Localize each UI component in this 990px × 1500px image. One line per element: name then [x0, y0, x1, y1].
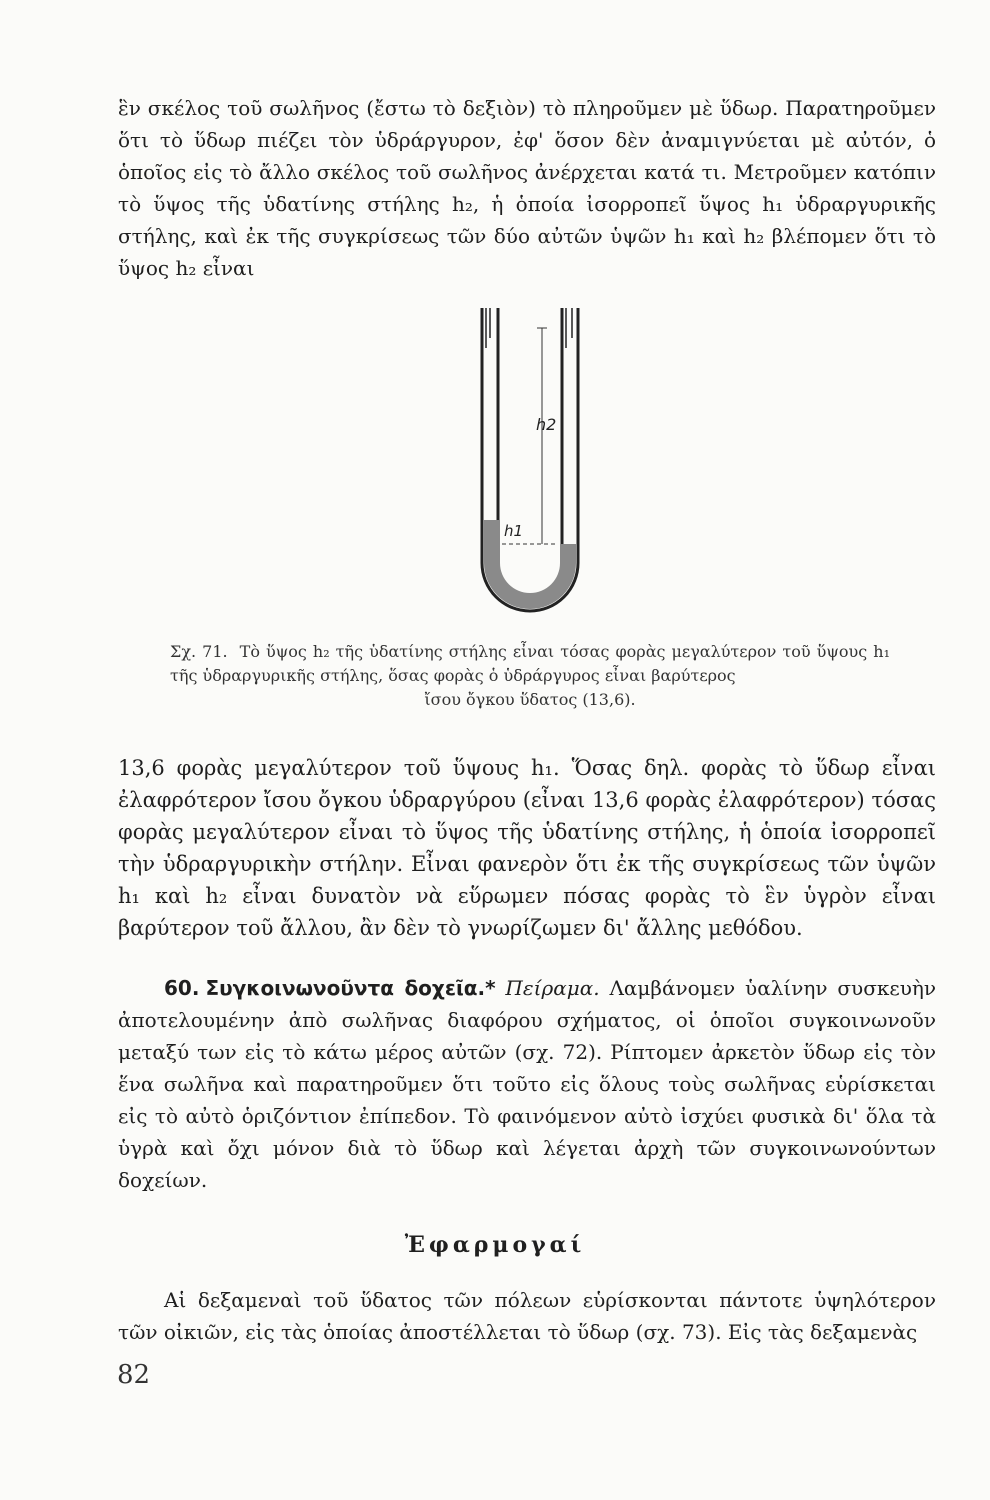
section-60 [118, 972, 936, 1196]
paragraph-last-text: Αἱ δεξαμεναὶ τοῦ ὕδατος τῶν πόλεων εὑρίσκονται πάντοτε ὑψηλότερον τῶν οἰκιῶν, εἰς τὰς ὁποίας ἀποστέλλεται τὸ ὕδωρ (σχ. 73). Εἰς τὰς δεξαμενὰς [118, 1288, 936, 1344]
u-tube-inner-wall [498, 308, 562, 595]
paragraph-last [118, 1284, 936, 1348]
page-number: 82 [117, 1360, 151, 1390]
u-tube-figure [460, 308, 600, 633]
caption-label: Σχ. 71. [170, 642, 228, 661]
h2-label: h2 [536, 415, 557, 434]
caption-text: Τὸ ὕψος h₂ τῆς ὑδατίνης στήλης εἶναι τόσας φορὰς μεγαλύτερον τοῦ ὕψους h₁ τῆς ὑδραργυρικῆς στήλης, ὅσας φορὰς ὁ ὑδράργυρος εἶναι βαρύτερος [170, 642, 890, 685]
applications-heading: Ἐφαρμογαί [404, 1232, 586, 1258]
paragraph-top-text: ἓν σκέλος τοῦ σωλῆνος (ἔστω τὸ δεξιὸν) τὸ πληροῦμεν μὲ ὕδωρ. Παρατηροῦμεν ὅτι τὸ ὕδωρ πιέζει τὸν ὑδράργυρον, ἐφ' ὅσον δὲν ἀναμιγνύεται μὲ αὐτόν, ὁ ὁποῖος εἰς τὸ ἄλλο σκέλος τοῦ σωλῆνος ἀνέρχεται κατά τι. Μετροῦμεν κατόπιν τὸ ὕψος τῆς ὑδατίνης στήλης h₂, ἡ ὁποία ἰσορροπεῖ ὕψος h₁ ὑδραργυρικῆς στήλης, καὶ ἐκ τῆς συγκρίσεως τῶν δύο αὐτῶν ὑψῶν h₁ καὶ h₂ βλέπομεν ὅτι τὸ ὕψος h₂ εἶναι [118, 96, 936, 280]
section-text: Λαμβάνομεν ὑαλίνην συσκευὴν ἀποτελουμένην ἀπὸ σωλῆνας διαφόρου σχήματος, οἱ ὁποῖοι συγκοινωνοῦν μεταξύ των εἰς τὸ κάτω μέρος αὐτῶν (σχ. 72). Ρίπτομεν ἀρκετὸν ὕδωρ εἰς τὸν ἕνα σωλῆνα καὶ παρατηροῦμεν ὅτι τοῦτο εἰς ὅλους τοὺς σωλῆνας εὑρίσκεται εἰς τὸ αὐτὸ ὁριζόντιον ἐπίπεδον. Τὸ φαινόμενον αὐτὸ ἰσχύει φυσικὰ δι' ὅλα τὰ ὑγρὰ καὶ ὄχι μόνον διὰ τὸ ὕδωρ καὶ λέγεται ἀρχὴ τῶν συγκοινωνούντων δοχείων. [118, 976, 937, 1192]
experiment-label: Πείραμα. [505, 976, 600, 1000]
caption-text-last: ἴσου ὄγκου ὕδατος (13,6). [424, 690, 636, 709]
paragraph-top [118, 92, 936, 284]
section-title [164, 976, 496, 1000]
paragraph-2-text: 13,6 φορὰς μεγαλύτερον τοῦ ὕψους h₁. Ὅσας δηλ. φορὰς τὸ ὕδωρ εἶναι ἐλαφρότερον ἴσου ὄγκου ὑδραργύρου (εἶναι 13,6 φορὰς ἐλαφρότερον) τόσας φορὰς μεγαλύτερον εἶναι τὸ ὕψος τῆς ὑδατίνης στήλης, ἡ ὁποία ἰσορροπεῖ τὴν ὑδραργυρικὴν στήλην. Εἶναι φανερὸν ὅτι ἐκ τῆς συγκρίσεως τῶν ὑψῶν h₁ καὶ h₂ εἶναι δυνατὸν νὰ εὕρωμεν πόσας φορὰς τὸ ἓν ὑγρὸν εἶναι βαρύτερον τοῦ ἄλλου, ἂν δὲν τὸ γνωρίζωμεν δι' ἄλλης μεθόδου. [118, 756, 936, 940]
paragraph-2 [118, 752, 936, 944]
section-number: 60. [164, 976, 200, 1000]
h1-label: h1 [504, 522, 524, 540]
section-title-text: Συγκοινωνοῦντα δοχεῖα.* [205, 976, 496, 1000]
figure-caption [170, 640, 890, 712]
